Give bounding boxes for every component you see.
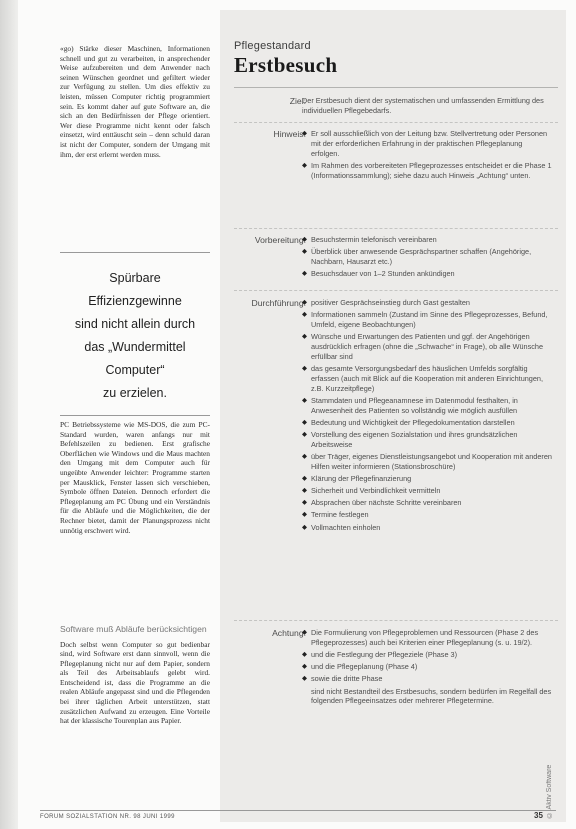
page-number: 35 [534,811,543,820]
panel-kicker: Pflegestandard [234,40,311,52]
section-content [302,628,552,706]
body-text-middle: PC Betriebssysteme wie MS-DOS, die zum PC-Standard wurden, waren anfangs nur mit Befehlszeilen zu bedienen. Erst grafische Oberflächen wie Windows und die Maus machten den Umgang mit dem Computer auch für ungeübte Anwender leichter: Programme starten per Mausklick, Fenster lassen sich verschieben, Symbole öffnen Dateien. Dennoch erfordert die Pflegeplanung am PC Übung und ein Verständnis für die Abläufe und die Möglichkeiten, die der Rechner bietet, damit der Planungsprozess nicht unnötig erschwert wird. [60,420,210,535]
list-item: ◆ Stammdaten und Pflegeanamnese im Datenmodul festhalten, in Anwesenheit des Patienten so vollständig wie möglich ausfüllen [302,396,552,416]
panel-title-rule [234,87,558,88]
footer-rule [40,810,556,811]
pull-quote-line: sind nicht allein durch [74,317,196,331]
footer-text: FORUM SOZIALSTATION NR. 98 JUNI 1999 [40,814,175,820]
list-item: ◆ Absprachen über nächste Schritte vereinbaren [302,498,552,508]
list-item: ◆ Er soll ausschließlich von der Leitung bzw. Stellvertretung oder Personen mit der erforderlichen Erfahrung in der praktischen Pflegeplanung erfolgen. [302,129,552,158]
list-item: ◆ Informationen sammeln (Zustand im Sinne des Pflegeprozesses, Befund, Umfeld, eigene Beobachtungen) [302,310,552,330]
section-divider [234,228,558,229]
list-item: ◆ Überblick über anwesende Gesprächspartner schaffen (Angehörige, Nachbarn, Hausarzt etc.) [302,247,552,267]
pull-quote-line: zu erzielen. [103,386,167,400]
section-label: Durchführung: [251,298,306,308]
panel-title: Erstbesuch [234,53,338,77]
section-divider [234,620,558,621]
pull-quote-line: Computer“ [105,363,165,377]
section-content [302,235,552,281]
list-item: ◆ Sicherheit und Verbindlichkeit vermitteln [302,486,552,496]
body-text-top: «go) Stärke dieser Maschinen, Informationen schnell und gut zu verarbeiten, in ansprechender Weise aufzubereiten und dem Anwender nach seinen Wünschen geordnet und gefiltert wieder zur Verfügung zu stellen. Um dies effektiv zu leisten, müssen Computer richtig programmiert sein. Es kommt daher auf gute Software an, die sich an den Bedürfnissen der Pflege orientiert. Wer diese Programme nicht kennt oder falsch einsetzt, wird enttäuscht sein – denn schuld daran ist nicht der Computer, sondern der Umgang mit ihm, der erst erlernt werden muss. [60,44,210,159]
pull-quote-line: das „Wundermittel [84,340,186,354]
list-item: ◆ Vollmachten einholen [302,523,552,533]
section-content [302,298,552,535]
list-item: ◆ und die Pflegeplanung (Phase 4) [302,662,552,672]
section-content [302,129,552,183]
pull-quote-line: Effizienzgewinne [88,294,182,308]
list-item: ◆ Bedeutung und Wichtigkeit der Pflegedokumentation darstellen [302,418,552,428]
section-content [302,96,552,116]
list-item: ◆ Termine festlegen [302,510,552,520]
panel-heading [234,40,337,78]
section-divider [234,290,558,291]
list-item: ◆ und die Festlegung der Pflegeziele (Phase 3) [302,650,552,660]
list-item: ◆ Im Rahmen des vorbereiteten Pflegeprozesses entscheidet er die Phase 1 (Informationssammlung); siehe dazu auch Hinweis „Achtung“ unten. [302,161,552,181]
list-item: ◆ sowie die dritte Phase [302,674,552,684]
pull-quote-line: Spürbare [109,271,161,285]
list-item: ◆ Besuchstermin telefonisch vereinbaren [302,235,552,245]
list-item: ◆ Vorstellung des eigenen Sozialstation und ihres grundsätzlichen Arbeitsweise [302,430,552,450]
list-item: ◆ positiver Gesprächseinstieg durch Gast gestalten [302,298,552,308]
image-credit: © Aktiv Software [546,764,553,818]
pull-quote [60,252,210,416]
list-item: ◆ Klärung der Pflegefinanzierung [302,474,552,484]
list-item: ◆ Die Formulierung von Pflegeproblemen und Ressourcen (Phase 2 des Pflegeprozesses) auch bei Kriterien einer Pflegeplanung (s. u. 19/2). [302,628,552,648]
section-text: sind nicht Bestandteil des Erstbesuchs, sondern bedürfen im Regelfall des folgenden Pflegeeinsatzes oder mehrerer Pflegetermine. [311,686,552,706]
section-divider [234,122,558,123]
section-subheading: Software muß Abläufe berücksichtigen [60,624,207,634]
list-item: ◆ Wünsche und Erwartungen des Patienten und ggf. der Angehörigen ausdrücklich erfragen (ohne die „Schwache“ in Frage), ob alle Wünsche erfüllbar sind [302,332,552,361]
list-item: ◆ über Träger, eigenes Dienstleistungsangebot und Kooperation mit anderen Hilfen weiter informieren (Stationsbroschüre) [302,452,552,472]
section-label: Achtung! [272,628,306,638]
section-label: Hinweis: [273,129,306,139]
left-column-top [60,44,210,242]
section-label: Vorbereitung: [254,235,306,245]
list-item: ◆ das gesamte Versorgungsbedarf des häuslichen Umfelds sorgfältig erfassen (auch mit Blick auf die Kooperation mit anderen Einrichtungen, z.B. Kurzzeitpflege) [302,364,552,393]
section-text: Der Erstbesuch dient der systematischen und umfassenden Ermittlung des individuellen Pflegebedarfs. [302,96,544,115]
left-column-lower [60,420,210,780]
scan-edge [0,0,18,829]
body-text-bottom: Doch selbst wenn Computer so gut bedienbar sind, wird Software erst dann sinnvoll, wenn die Pflegeplanung nicht nur auf dem Papier, sondern als Teil des Arbeitsablaufs gelebt wird. Entscheidend ist, dass die Programme an die realen Abläufe angepasst sind und die Pflegenden bei ihrer täglichen Arbeit unterstützen, statt zusätzlichen Aufwand zu erzeugen. Eine Vorteile hat der klassische Tourenplan aus Papier. [60,639,210,726]
section-label: Ziel: [289,96,306,106]
list-item: ◆ Besuchsdauer von 1–2 Stunden ankündigen [302,269,552,279]
care-standard-panel [220,10,566,822]
